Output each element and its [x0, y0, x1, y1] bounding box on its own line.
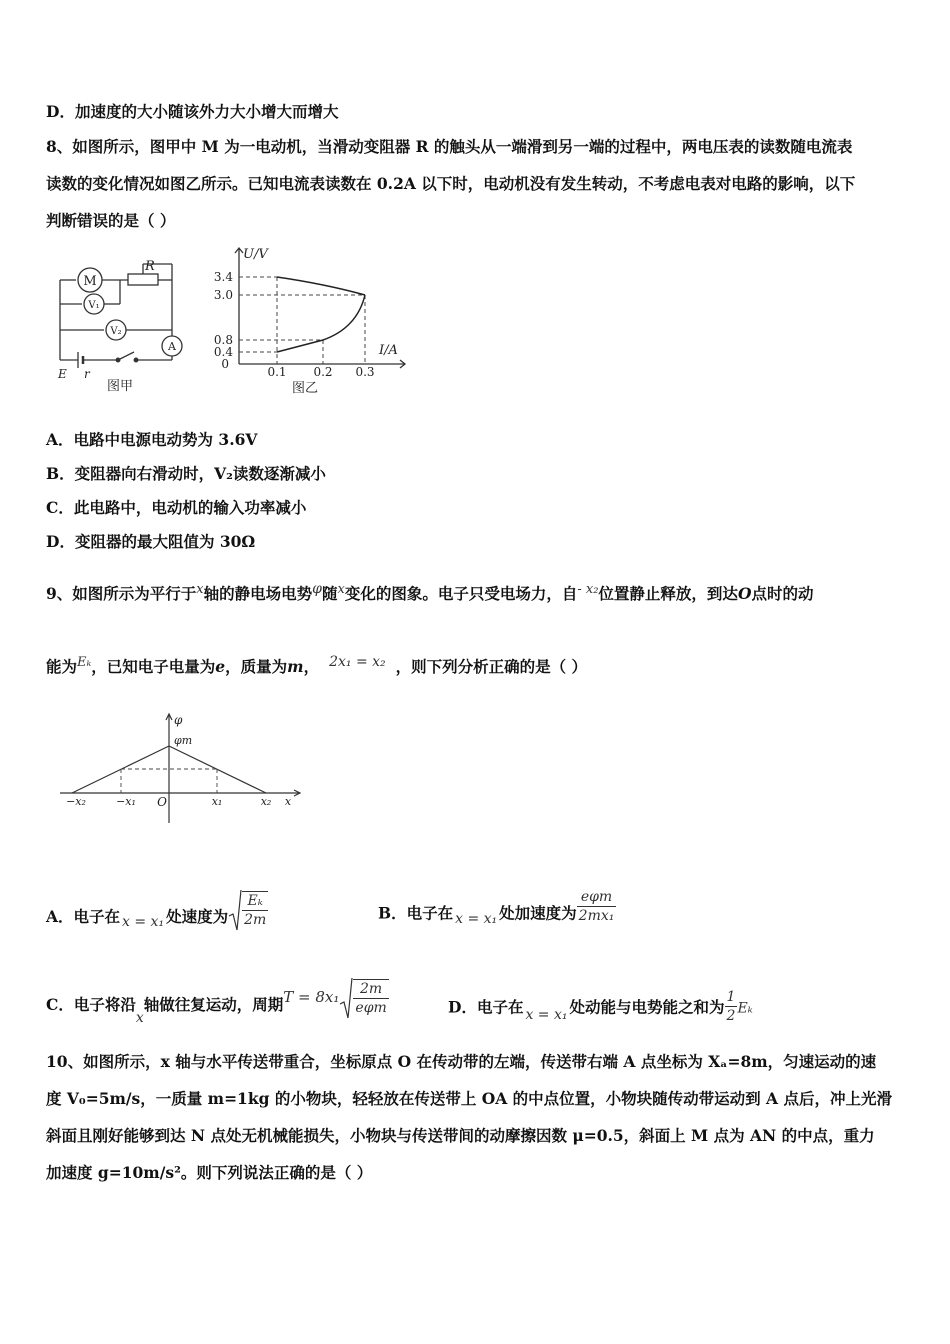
- q9-option-d: D．电子在 x = x₁ 处动能与电势能之和为 $\frac{1}{2}$ Eₖ: [448, 989, 753, 1024]
- ammeter-label: A: [168, 340, 176, 353]
- q10-stem-line4: 加速度 g=10m/s²。则下列说法正确的是（ ）: [46, 1163, 373, 1182]
- q8-option-d: D．变阻器的最大阻值为 30Ω: [46, 532, 256, 551]
- q8-ui-graph: [205, 242, 410, 394]
- tick-x2: x₂: [260, 795, 272, 808]
- graph-y-axis-label: U/V: [243, 247, 268, 262]
- y-tick-0-8: 0.8: [213, 333, 233, 347]
- q10-stem-line2: 度 V₀=5m/s，一质量 m=1kg 的小物块，轻轻放在传送带上 OA 的中点位置，小物块随传动带运动到 A 点后，冲上光滑: [46, 1089, 892, 1108]
- tick-x1: x₁: [211, 795, 223, 808]
- q9-stem-line2: 能为$^{E_k}$，已知电子电量为e，质量为m， $^{2x_1 = x_2}$ ，则下列分析正确的是（ ）: [46, 654, 588, 677]
- fig2-caption: 图乙: [291, 381, 319, 394]
- motor-label: M: [83, 274, 97, 289]
- y-tick-3-0: 3.0: [213, 288, 233, 302]
- rheostat-label: R: [145, 259, 155, 274]
- q8-option-b: B．变阻器向右滑动时，V₂读数逐渐减小: [46, 464, 326, 483]
- y-tick-3-4: 3.4: [213, 270, 233, 284]
- y-tick-0: 0: [221, 357, 229, 371]
- sqrt-sign-icon: [228, 888, 242, 932]
- x-tick-0-2: 0.2: [313, 365, 333, 379]
- v2-label: V₂: [110, 326, 122, 337]
- q8-stem-line2: 读数的变化情况如图乙所示。已知电流表读数在 0.2A 以下时，电动机没有发生转动，不考虑电表对电路的影响，以下: [46, 174, 856, 193]
- x-tick-0-1: 0.1: [267, 365, 287, 379]
- emf-label: E: [58, 367, 67, 381]
- x-tick-0-3: 0.3: [355, 365, 375, 379]
- phi-m-label: φm: [174, 734, 193, 747]
- q8-stem-line1: 8、如图所示，图甲中 M 为一电动机，当滑动变阻器 R 的触头从一端滑到另一端的过程中，两电压表的读数随电流表: [46, 137, 853, 156]
- phi-axis-label: φ: [174, 713, 183, 727]
- q8-circuit-figure: [48, 252, 188, 394]
- fig1-caption: 图甲: [106, 379, 134, 394]
- tick-origin: O: [157, 795, 167, 809]
- q9-potential-graph: [60, 708, 310, 828]
- tick-neg-x2: −x₂: [66, 795, 86, 808]
- sqrt-sign-icon-2: [339, 976, 353, 1020]
- q9-option-c: C．电子将沿x轴做往复运动，周期T = 8x₁ $\frac{2m}{\text{eφm}}$: [46, 984, 389, 1028]
- v1-label: V₁: [88, 300, 100, 311]
- prev-option-d: D．加速度的大小随该外力大小增大而增大: [46, 102, 339, 121]
- q9-option-a: A．电子在 x = x₁ 处速度为 $\frac{\text{Eₖ}}{2m}$: [46, 896, 268, 940]
- tick-neg-x1: −x₁: [116, 795, 136, 808]
- q8-option-a: A．电路中电源电动势为 3.6V: [46, 430, 258, 449]
- q10-stem-line1: 10、如图所示，x 轴与水平传送带重合，坐标原点 O 在传动带的左端，传送带右端 A 点坐标为 Xₐ=8m，匀速运动的速: [46, 1052, 877, 1071]
- q8-option-c: C．此电路中，电动机的输入功率减小: [46, 498, 307, 517]
- graph-x-axis-label: I/A: [379, 343, 398, 358]
- internal-resistance-label: r: [84, 367, 90, 381]
- y-tick-0-4: 0.4: [213, 345, 233, 359]
- q9-stem-line1: 9、如图所示为平行于$^x$轴的静电场电势$^\varphi$随$^x$变化的图象。电子只受电场力，自$^{- x_2}$位置静止释放，到达O点时的动: [46, 581, 814, 604]
- q9-option-b: B．电子在 x = x₁ 处加速度为 $\frac{\text{eφm}}{\text{2mx₁}}$: [378, 889, 615, 927]
- q8-stem-line3: 判断错误的是（ ）: [46, 211, 176, 230]
- q10-stem-line3: 斜面且刚好能够到达 N 点处无机械能损失，小物块与传送带间的动摩擦因数 μ=0.5，斜面上 M 点为 AN 的中点，重力: [46, 1126, 875, 1145]
- x-axis-label: x: [284, 795, 292, 808]
